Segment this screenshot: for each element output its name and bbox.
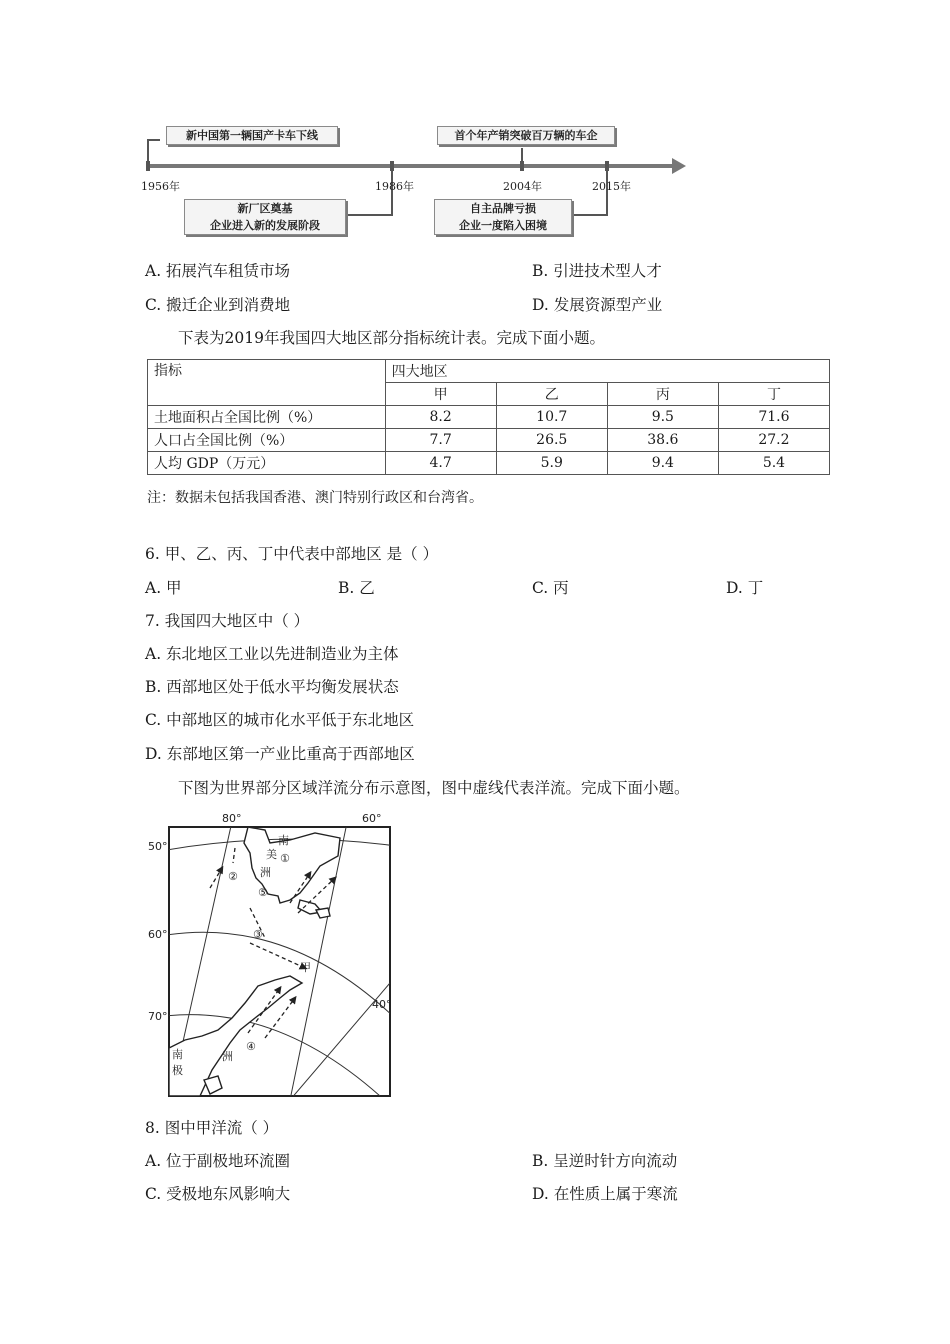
label-jia: 甲 [300, 961, 311, 974]
lat-70: 70° [148, 1010, 168, 1023]
q7-option-a: A. 东北地区工业以先进制造业为主体 [145, 645, 399, 663]
ocean-current-map [140, 808, 400, 1100]
q7-stem: 7. 我国四大地区中（ ） [145, 612, 310, 630]
q6-option-b: B. 乙 [338, 579, 375, 597]
lon-60: 60° [362, 812, 382, 825]
region-yi: 乙 [496, 383, 607, 406]
row-label: 土地面积占全国比例（%） [148, 406, 386, 429]
stat-table [147, 359, 830, 475]
timeline-event-1986 [184, 199, 346, 235]
region-ding: 丁 [718, 383, 829, 406]
cell: 26.5 [496, 429, 607, 452]
cell: 8.2 [385, 406, 496, 429]
label-zhou: 洲 [260, 866, 271, 879]
cell: 5.4 [718, 452, 829, 475]
timeline-event-1956: 新中国第一辆国产卡车下线 [166, 126, 338, 145]
label-mei: 美 [266, 848, 277, 861]
lat-50: 50° [148, 840, 168, 853]
event-2015-line2: 企业一度陷入困境 [459, 219, 547, 232]
lon-40: 40° [372, 998, 392, 1011]
current-5: ⑤ [258, 886, 268, 899]
q5-option-b: B. 引进技术型人才 [532, 262, 662, 280]
cell: 10.7 [496, 406, 607, 429]
header-indicator: 指标 [148, 360, 386, 406]
q8-option-d: D. 在性质上属于寒流 [532, 1185, 678, 1203]
event-1986-line2: 企业进入新的发展阶段 [210, 219, 320, 232]
q8-option-b: B. 呈逆时针方向流动 [532, 1152, 678, 1170]
cell: 38.6 [607, 429, 718, 452]
map-intro: 下图为世界部分区域洋流分布示意图，图中虚线代表洋流。完成下面小题。 [178, 779, 690, 797]
cell: 9.4 [607, 452, 718, 475]
region-jia: 甲 [385, 383, 496, 406]
header-regions: 四大地区 [385, 360, 829, 383]
q6-stem: 6. 甲、乙、丙、丁中代表中部地区 是（ ） [145, 545, 439, 563]
cell: 4.7 [385, 452, 496, 475]
timeline-event-2015 [434, 199, 572, 235]
q8-option-a: A. 位于副极地环流圈 [145, 1152, 291, 1170]
current-3: ③ [253, 928, 263, 941]
lat-60: 60° [148, 928, 168, 941]
year-2015: 2015年 [592, 180, 631, 193]
q5-option-c: C. 搬迁企业到消费地 [145, 296, 291, 314]
q8-stem: 8. 图中甲洋流（ ） [145, 1119, 279, 1137]
label-zhou-2: 洲 [222, 1050, 233, 1063]
lon-80: 80° [222, 812, 242, 825]
timeline-event-2004: 首个年产销突破百万辆的车企 [437, 126, 615, 145]
label-nan-ji: 南 [172, 1048, 183, 1061]
current-1: ① [280, 852, 290, 865]
table-row [148, 429, 830, 452]
q7-option-b: B. 西部地区处于低水平均衡发展状态 [145, 678, 399, 696]
cell: 27.2 [718, 429, 829, 452]
q5-option-d: D. 发展资源型产业 [532, 296, 663, 314]
q6-option-c: C. 丙 [532, 579, 569, 597]
event-1986-line1: 新厂区奠基 [237, 202, 293, 215]
label-nan: 南 [278, 834, 289, 847]
current-2: ② [228, 870, 238, 883]
q7-option-d: D. 东部地区第一产业比重高于西部地区 [145, 745, 415, 763]
cell: 7.7 [385, 429, 496, 452]
row-label: 人均 GDP（万元） [148, 452, 386, 475]
q7-option-c: C. 中部地区的城市化水平低于东北地区 [145, 711, 415, 729]
current-4: ④ [246, 1040, 256, 1053]
label-ji: 极 [172, 1064, 183, 1077]
q6-option-d: D. 丁 [726, 579, 764, 597]
year-2004: 2004年 [503, 180, 542, 193]
table-intro: 下表为2019年我国四大地区部分指标统计表。完成下面小题。 [178, 329, 605, 347]
q6-option-a: A. 甲 [145, 579, 182, 597]
cell: 9.5 [607, 406, 718, 429]
year-1956: 1956年 [141, 180, 180, 193]
cell: 71.6 [718, 406, 829, 429]
cell: 5.9 [496, 452, 607, 475]
year-1986: 1986年 [375, 180, 414, 193]
table-row [148, 406, 830, 429]
region-bing: 丙 [607, 383, 718, 406]
q8-option-c: C. 受极地东风影响大 [145, 1185, 291, 1203]
table-row [148, 452, 830, 475]
event-2015-line1: 自主品牌亏损 [470, 202, 536, 215]
table-note: 注：数据未包括我国香港、澳门特别行政区和台湾省。 [147, 490, 483, 506]
row-label: 人口占全国比例（%） [148, 429, 386, 452]
q5-option-a: A. 拓展汽车租赁市场 [145, 262, 291, 280]
